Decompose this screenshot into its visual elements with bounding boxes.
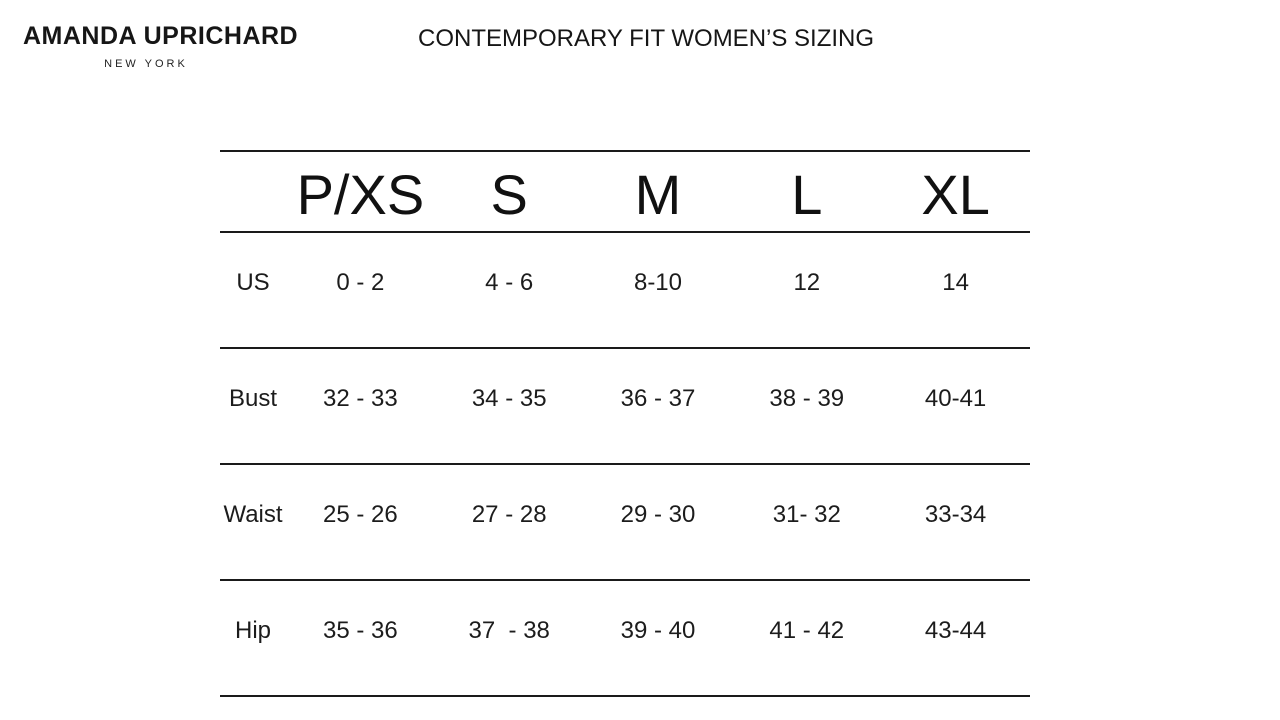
cell-waist-l: 31- 32 [772, 501, 841, 528]
cell-bust-m: 36 - 37 [620, 385, 696, 412]
row-label-waist: Waist [223, 501, 283, 528]
row-label-bust: Bust [228, 385, 278, 412]
cell-bust-xl: 40-41 [924, 385, 987, 412]
cell-waist-s: 27 - 28 [471, 501, 547, 528]
cell-waist-pxs: 25 - 26 [323, 501, 398, 528]
cell-hip-l: 41 - 42 [769, 617, 845, 644]
size-header-m: M [634, 163, 682, 226]
cell-hip-pxs: 35 - 36 [323, 617, 398, 644]
table-row-us [220, 231, 1030, 347]
cell-us-l: 12 [793, 269, 821, 296]
cell-us-xl: 14 [942, 269, 969, 296]
cell-us-s: 4 - 6 [485, 269, 534, 296]
brand-logo [23, 22, 299, 70]
size-header-empty-cell [220, 152, 286, 231]
row-label-us: US [236, 269, 270, 296]
size-header-s: S [490, 163, 528, 226]
row-label-hip: Hip [234, 617, 271, 644]
cell-hip-s: 37 - 38 [468, 617, 550, 644]
table-row-waist [220, 463, 1030, 579]
cell-us-pxs: 0 - 2 [336, 269, 385, 296]
page-title: CONTEMPORARY FIT WOMEN’S SIZING [418, 25, 875, 52]
size-header-xl: XL [921, 163, 990, 226]
table-row-bust [220, 347, 1030, 463]
size-chart-table [220, 150, 1030, 697]
size-header-pxs: P/XS [296, 163, 425, 226]
cell-waist-m: 29 - 30 [620, 501, 696, 528]
cell-bust-pxs: 32 - 33 [323, 385, 398, 412]
cell-bust-l: 38 - 39 [769, 385, 845, 412]
cell-hip-xl: 43-44 [924, 617, 987, 644]
cell-us-m: 8-10 [633, 269, 683, 296]
cell-hip-m: 39 - 40 [620, 617, 696, 644]
cell-bust-s: 34 - 35 [471, 385, 547, 412]
brand-subtitle: NEW YORK [104, 58, 188, 70]
size-header-l: L [791, 163, 823, 226]
table-row-hip [220, 579, 1030, 695]
cell-waist-xl: 33-34 [924, 501, 987, 528]
brand-name: AMANDA UPRICHARD [23, 22, 299, 50]
size-header-row [220, 150, 1030, 231]
